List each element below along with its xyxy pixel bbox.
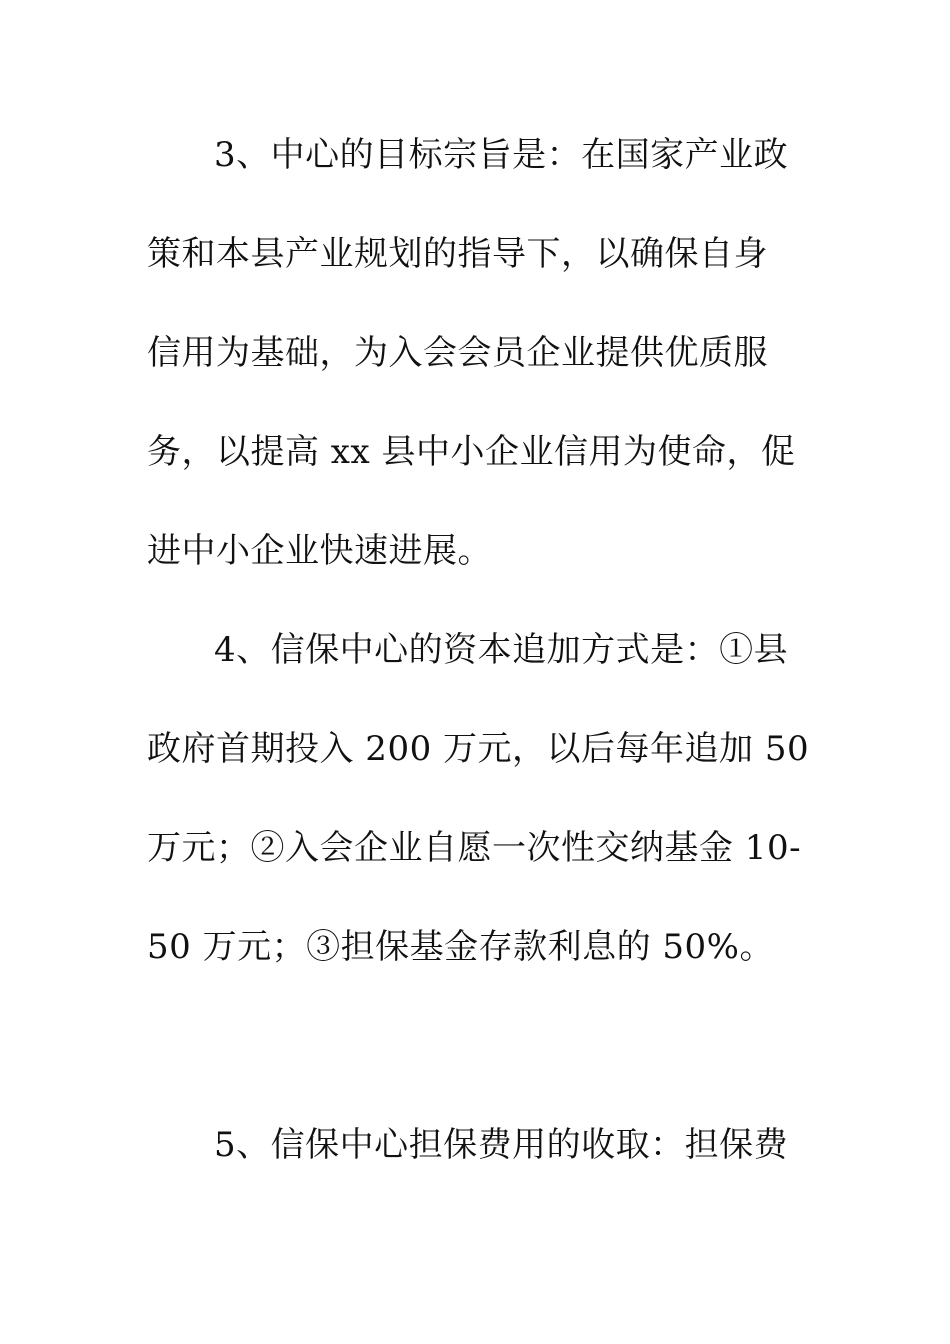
paragraph-4-line-4: 50 万元；③担保基金存款利息的 50%。 xyxy=(147,927,774,967)
paragraph-3-line-4: 务，以提高 xx 县中小企业信用为使命，促 xyxy=(147,432,796,472)
paragraph-5-line-1: 5、信保中心担保费用的收取：担保费 xyxy=(214,1125,789,1165)
paragraph-3-line-2: 策和本县产业规划的指导下，以确保自身 xyxy=(147,234,768,274)
paragraph-3-line-3: 信用为基础，为入会会员企业提供优质服 xyxy=(147,333,768,373)
paragraph-3-line-1: 3、中心的目标宗旨是：在国家产业政 xyxy=(214,135,789,175)
paragraph-4-line-1: 4、信保中心的资本追加方式是：①县 xyxy=(214,630,789,670)
paragraph-3-line-5: 进中小企业快速进展。 xyxy=(147,531,492,571)
paragraph-4-line-3: 万元；②入会企业自愿一次性交纳基金 10- xyxy=(147,828,802,868)
paragraph-4-line-2: 政府首期投入 200 万元，以后每年追加 50 xyxy=(147,729,810,769)
